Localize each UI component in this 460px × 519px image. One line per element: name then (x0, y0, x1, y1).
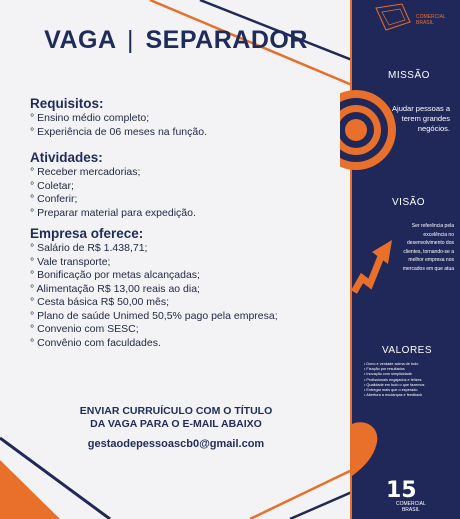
missao-text: Ajudar pessoas a terem grandes negócios. (392, 104, 450, 133)
logo-line-1: COMERCIAL (396, 501, 426, 507)
logo-line-2: BRASIL (401, 506, 420, 513)
list-item: ° Ensino médio completo; (30, 112, 340, 126)
valores-item: • Qualidade em tudo o que fazemos (364, 383, 458, 388)
atividades-list (30, 166, 340, 220)
valores-item: • Fixação por resultados (364, 367, 458, 372)
cta-line-2: DA VAGA PARA O E-MAIL ABAIXO (90, 417, 262, 430)
list-item: ° Alimentação R$ 13,00 reais ao dia; (30, 283, 340, 297)
heart-icon (352, 420, 382, 480)
brand-line-2: BRASIL (416, 20, 434, 26)
cta-line-1: ENVIAR CURRUÍCULO COM O TÍTULO (79, 405, 273, 417)
contact-email[interactable]: gestaodepessoascb0@gmail.com (87, 438, 265, 450)
brand-line-1: COMERCIAL (416, 14, 446, 20)
requisitos-list (30, 112, 340, 139)
valores-item: • Dono e verdade acima de tudo (364, 362, 458, 367)
list-item: ° Experiência de 06 meses na função. (30, 126, 340, 140)
title-vaga: VAGA (44, 26, 116, 54)
list-item: ° Bonificação por metas alcançadas; (30, 269, 340, 283)
list-item: ° Cesta básica R$ 50,00 mês; (30, 296, 340, 310)
apply-instructions (0, 405, 352, 450)
valores-label: VALORES (382, 345, 432, 356)
valores-list (364, 362, 458, 398)
page-title (0, 26, 352, 55)
growth-arrow-icon (352, 226, 400, 294)
empresa-heading: Empresa oferece: (30, 226, 144, 241)
visao-label: VISÃO (392, 197, 426, 208)
valores-item: • Inovação com simplicidade (364, 372, 458, 377)
visao-text: Ser referência pela excelência no desenvolvimento dos clientes, tornando-se a melhor empresa nos mercados em que atua (402, 223, 454, 272)
atividades-heading: Atividades: (30, 150, 103, 165)
list-item: ° Plano de saúde Unimed 50,5% pago pela empresa; (30, 310, 340, 324)
list-item: ° Convênio com faculdades. (30, 337, 340, 351)
sidebar (352, 0, 460, 519)
list-item: ° Receber mercadorias; (30, 166, 340, 180)
requisitos-heading: Requisitos: (30, 96, 104, 111)
title-role: SEPARADOR (145, 26, 308, 54)
empresa-section (30, 226, 340, 350)
list-item: ° Conferir; (30, 193, 340, 207)
valores-item: • Abertura a mudanças e feedback (364, 393, 458, 398)
valores-item: • Entregar mais que o esperado (364, 388, 458, 393)
brand-name (416, 14, 446, 26)
list-item: ° Salário de R$ 1.438,71; (30, 242, 340, 256)
list-item: ° Convenio com SESC; (30, 323, 340, 337)
missao-label: MISSÃO (388, 70, 430, 81)
list-item: ° Vale transporte; (30, 256, 340, 270)
logo-text (396, 502, 426, 513)
list-item: ° Preparar material para expedição. (30, 207, 340, 221)
requisitos-section (30, 96, 340, 139)
valores-item: • Profissionais engajados e felizes (364, 378, 458, 383)
logo-number: 15 (386, 478, 417, 503)
empresa-list (30, 242, 340, 350)
atividades-section (30, 150, 340, 220)
title-separator: | (127, 26, 135, 54)
list-item: ° Coletar; (30, 180, 340, 194)
